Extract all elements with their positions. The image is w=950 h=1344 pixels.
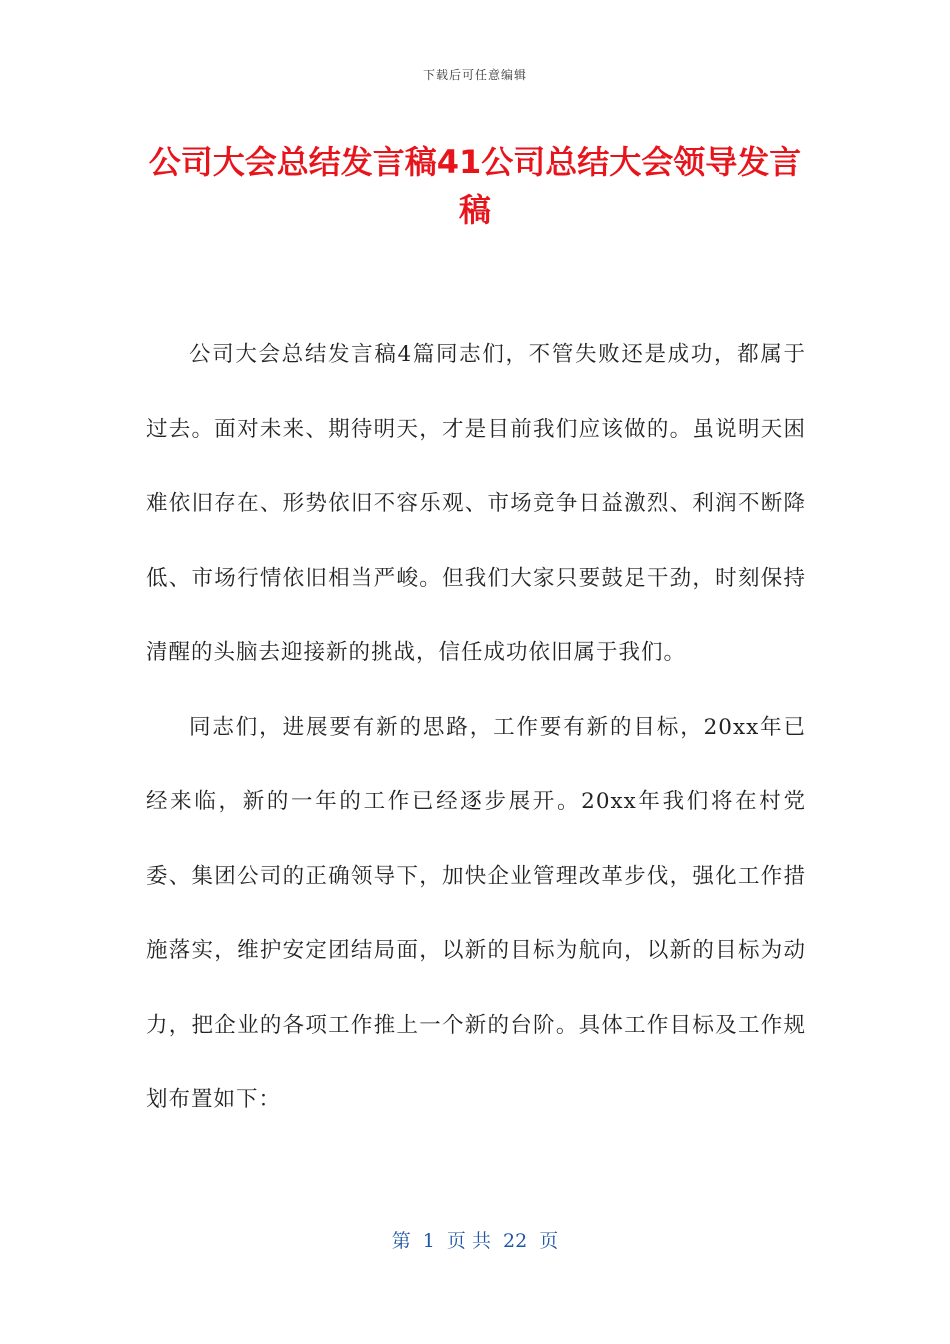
page-number: 第 1 页 共 22 页 — [391, 1230, 559, 1252]
document-body — [146, 318, 806, 1138]
paragraph-1: 公司大会总结发言稿4篇同志们，不管失败还是成功，都属于过去。面对未来、期待明天，才是目前我们应该做的。虽说明天困难依旧存在、形势依旧不容乐观、市场竞争日益激烈、利润不断降低、市场行情依旧相当严峻。但我们大家只要鼓足干劲，时刻保持清醒的头脑去迎接新的挑战，信任成功依旧属于我们。 — [146, 342, 806, 665]
paragraph-2: 同志们，进展要有新的思路，工作要有新的目标，20xx年已经来临，新的一年的工作已经逐步展开。20xx年我们将在村党委、集团公司的正确领导下，加快企业管理改革步伐，强化工作措施落实，维护安定团结局面，以新的目标为航向，以新的目标为动力，把企业的各项工作推上一个新的台阶。具体工作目标及工作规划布置如下： — [146, 714, 806, 1112]
header-note: 下载后可任意编辑 — [422, 68, 527, 82]
document-title: 公司大会总结发言稿41公司总结大会领导发言稿 — [148, 143, 802, 229]
